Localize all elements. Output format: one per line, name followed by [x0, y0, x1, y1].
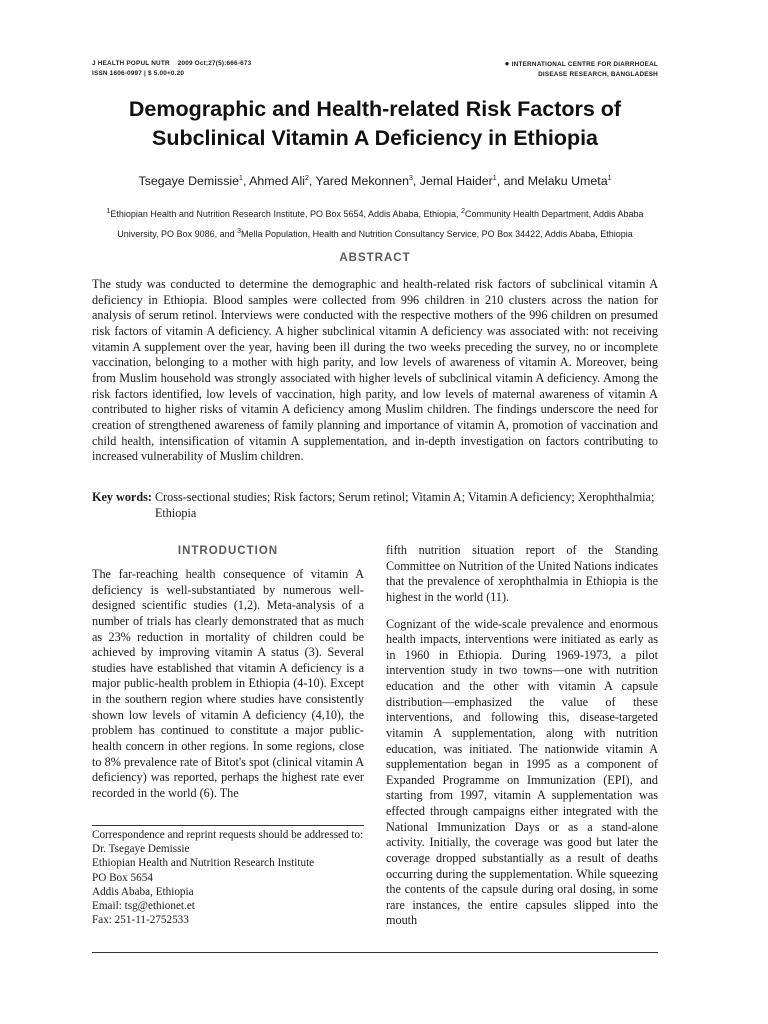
intro-paragraph-3: Cognizant of the wide-scale prevalence and enormous health impacts, interventions were initiated as early as in 1960 in Ethiopia. During 1969-1973, a pilot intervention study in two towns—one with nutrition education and the other with vitamin A capsule distribution—emphasized the value of these interventions, and following this, disease-targeted vitamin A supplementation, along with nutrition education, was initiated. The nationwide vitamin A supplementation began in 1995 as a component of Expanded Programme on Immunization (EPI), and starting from 1997, vitamin A supplementation was effected through campaigns either integrated with the National Immunization Days or as a stand-alone activity. Initially, the coverage was good but later the coverage dropped substantially as a result of deaths occurring during the supplementation. While squeezing the contents of the capsule during oral dosing, in some rare instances, the entire capsules slipped into the mouth [386, 616, 658, 928]
correspondence-email[interactable]: Email: tsg@ethionet.et [92, 900, 195, 913]
article-title-line1: Demographic and Health-related Risk Factors of [128, 97, 622, 121]
correspondence-fax: Fax: 251-11-2752533 [92, 914, 189, 927]
publisher-line1: INTERNATIONAL CENTRE FOR DIARRHOEAL [511, 61, 658, 68]
article-title [92, 95, 658, 153]
intro-paragraph-2: fifth nutrition situation report of the Standing Committee on Nutrition of the United Nations indicates that the prevalence of xerophthalmia in Ethiopia is the highest in the world (11). [386, 543, 658, 604]
author-list [92, 170, 658, 190]
publisher-line2: DISEASE RESEARCH, BANGLADESH [538, 71, 658, 78]
page-bottom-rule [92, 952, 658, 953]
publisher-block [505, 59, 658, 80]
correspondence-city: Addis Ababa, Ethiopia [92, 885, 194, 898]
abstract-text: The study was conducted to determine the demographic and health-related risk factors of subclinical vitamin A deficiency in Ethiopia. Blood samples were collected from 996 children in 210 clusters across the nation for analysis of serum retinol. Interviews were conducted with the respective mothers of the 996 children on presumed risk factors of vitamin A deficiency. A higher subclinical vitamin A deficiency was associated with: not receiving vitamin A supplement over the year, having been ill during the two weeks preceding the survey, no or incomplete vaccination, belonging to a mother with high parity, and low levels of awareness of vitamin A. Moreover, being from Muslim household was strongly associated with higher levels of subclinical vitamin A deficiency. Among the risk factors identified, low levels of vaccination, high parity, and low levels of maternal awareness of vitamin A contributed to higher risks of vitamin A deficiency among Muslim children. The findings underscore the need for creation of strengthened awareness of family planning and importance of vitamin A, promotion of vaccination and child health, intensification of vitamin A supplementation, and in-depth investigation on factors contributing to increased vulnerability of Muslim children. [92, 277, 658, 464]
author-5: Melaku Umeta$^1$ [527, 174, 612, 189]
correspondence-institute: Ethiopian Health and Nutrition Research Institute [92, 857, 315, 870]
footnote-divider [92, 825, 364, 826]
author-2: Ahmed Ali$^2$, [249, 174, 316, 189]
keywords-text: Cross-sectional studies; Risk factors; Serum retinol; Vitamin A; Vitamin A deficiency; Xerophthalmia; Ethiopia [154, 490, 655, 520]
journal-issn: ISSN 1606-0997 | $ 5.00+0.20 [92, 70, 185, 77]
publisher-logo-icon: ● [504, 59, 510, 68]
affiliations: $^1$Ethiopian Health and Nutrition Research Institute, PO Box 5654, Addis Ababa, Ethiopia, $^2$Community Health Department, Addis Ababa University, PO Box 9086, and $^3$Mella Population, Health and Nutrition Consultancy Service, PO Box 34422, Addis Ababa, Ethiopia [106, 208, 644, 239]
author-4: Jemal Haider$^1$, and [419, 174, 528, 189]
correspondence-intro: Correspondence and reprint requests should be addressed to: [92, 829, 364, 841]
correspondence-pobox: PO Box 5654 [92, 871, 153, 884]
journal-name: J HEALTH POPUL NUTR [92, 60, 170, 67]
author-1: Tsegaye Demissie$^1$, [138, 174, 250, 189]
introduction-heading: INTRODUCTION [177, 545, 279, 557]
abstract-heading: ABSTRACT [339, 252, 411, 264]
keywords-label: Key words: [92, 490, 152, 504]
right-column [386, 543, 658, 929]
author-3: Yared Mekonnen$^3$, [315, 174, 420, 189]
intro-paragraph-1: The far-reaching health consequence of vitamin A deficiency is well-substantiated by numerous well-designed scientific studies (1,2). Meta-analysis of a number of trials has clearly demonstrated that as much as 23% reduction in mortality of children could be achieved by improving vitamin A status (3). Several studies have established that vitamin A deficiency is a major public-health problem in Ethiopia (4-10). Except in the southern region where studies have consistently shown low levels of vitamin A deficiency (4,10), the problem has continued to constitute a major public-health concern in other regions. In some regions, close to 8% prevalence rate of Bitot's spot (clinical vitamin A deficiency) was reported, perhaps the highest rate ever recorded in the world (6). The [92, 567, 364, 800]
left-column [92, 543, 364, 801]
correspondence-name: Dr. Tsegaye Demissie [92, 843, 190, 856]
article-title-line2: Subclinical Vitamin A Deficiency in Ethiopia [151, 126, 599, 150]
journal-citation [92, 59, 251, 79]
correspondence-block [92, 828, 364, 927]
journal-issue: 2009 Oct;27(5):666-673 [177, 60, 252, 67]
keywords [92, 489, 658, 521]
